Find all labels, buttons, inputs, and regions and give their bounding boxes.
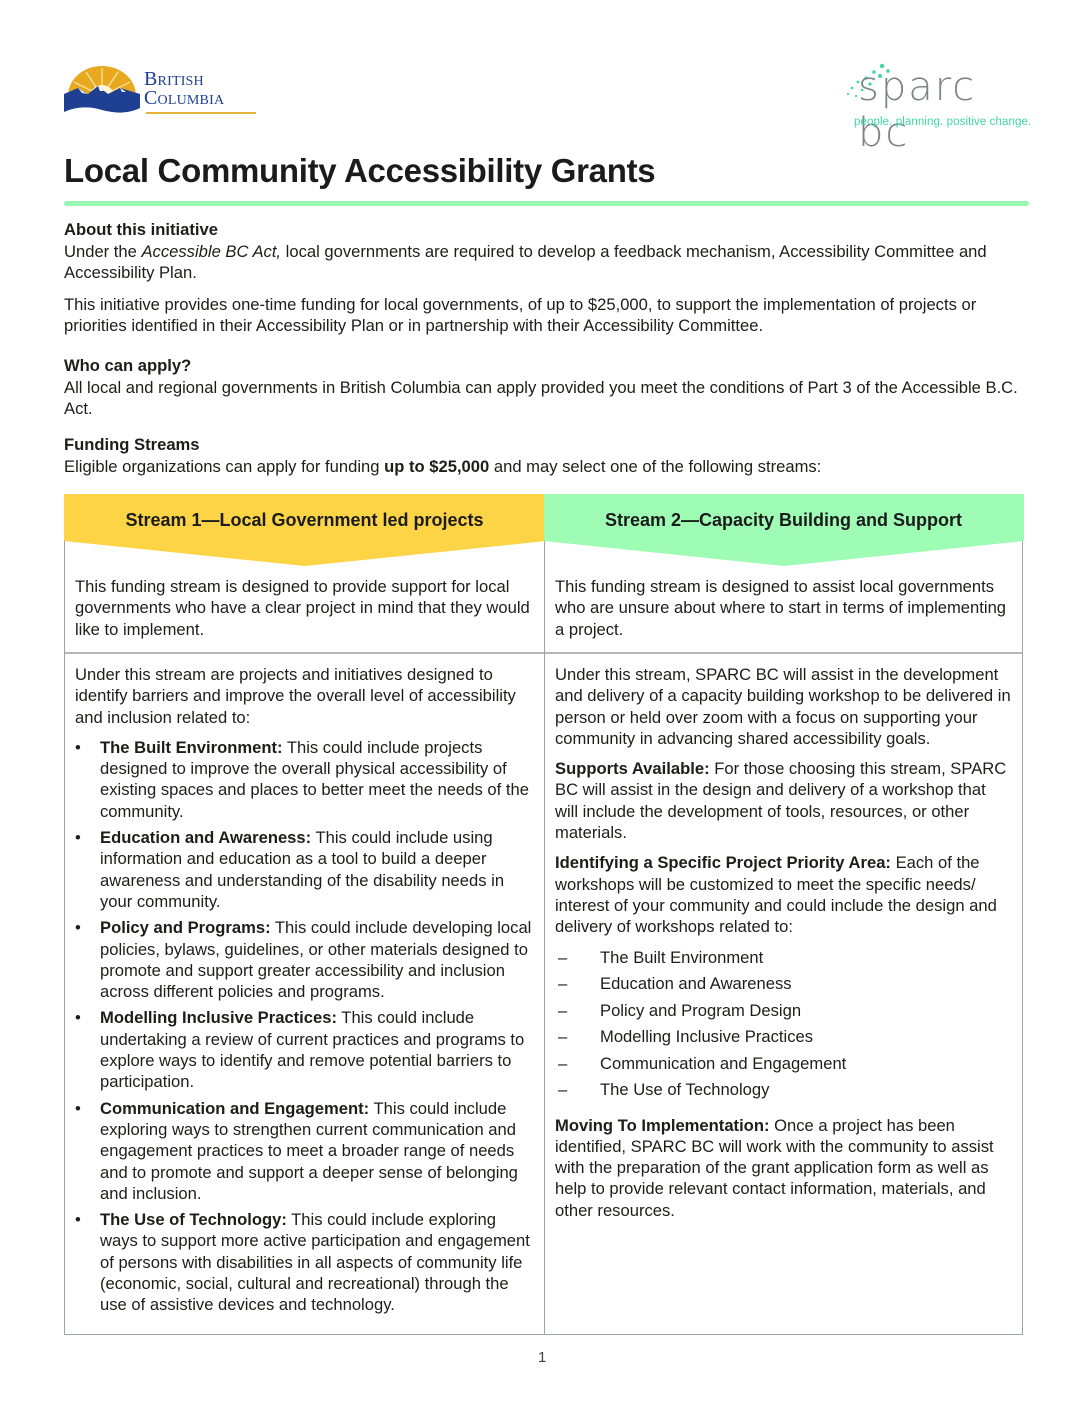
list-item-text: This could include using information and education as a tool to build a deeper awareness and understanding of the disability needs in your community. — [100, 828, 505, 911]
bullet-icon: • — [75, 1098, 81, 1118]
priority-text: Each of the workshops will be customized to meet the specific needs/ interest of your community and could include the design and delivery of workshops related to: — [555, 853, 997, 937]
stream1-bullet-list — [75, 737, 534, 1316]
about-section — [64, 219, 1029, 337]
stream2-implementation — [555, 1115, 1012, 1221]
stream1-column — [64, 494, 544, 1335]
list-item — [555, 947, 1012, 974]
list-item — [75, 827, 534, 912]
stream2-header: Stream 2—Capacity Building and Support — [604, 510, 963, 530]
list-item-text: This could include projects designed to improve the overall physical accessibility of existing spaces and places to better meet the needs of the community. — [100, 737, 529, 821]
list-item — [75, 1007, 534, 1092]
about-p1-text-rest: local governments are required to develop a feedback mechanism, Accessibility Committee and Accessibility Plan. — [64, 241, 987, 282]
dash-icon: – — [558, 1027, 568, 1047]
sparc-wordmark: sparc bc — [858, 64, 977, 156]
bc-logo — [64, 62, 264, 120]
list-item-term: Policy and Programs: — [100, 918, 271, 938]
bc-wordmark-line2: Columbia — [144, 87, 225, 109]
dash-icon: – — [558, 947, 568, 967]
list-item — [75, 1209, 534, 1315]
funding-section — [64, 434, 1029, 477]
page-title: Local Community Accessibility Grants — [64, 152, 656, 189]
list-item — [75, 917, 534, 1002]
stream2-supports — [555, 758, 1012, 843]
sparc-tagline: people. planning. positive change. — [854, 116, 1032, 128]
stream2-body — [555, 664, 1012, 1230]
list-item-text: Policy and Program Design — [600, 1000, 802, 1020]
stream1-intro: Under this stream are projects and initiatives designed to identify barriers and improve the overall level of accessibility and inclusion related to: — [75, 665, 516, 727]
list-item — [75, 1098, 534, 1204]
who-paragraph: All local and regional governments in British Columbia can apply provided you meet the conditions of Part 3 of the Accessible B.C. Act. — [64, 377, 1018, 418]
funding-paragraph — [64, 456, 1029, 478]
about-paragraph-2: This initiative provides one-time funding for local governments, of up to $25,000, to support the implementation of projects or priorities identified in their Accessibility Plan or in partnership with their Accessibility Committee. — [64, 294, 977, 335]
streams-table — [64, 494, 1023, 1335]
bullet-icon: • — [75, 1210, 81, 1230]
stream2-summary: This funding stream is designed to assist local governments who are unsure about where to start in terms of implementing a project. — [555, 577, 1007, 639]
list-item — [555, 1053, 1012, 1080]
list-item-term: Modelling Inclusive Practices: — [100, 1008, 337, 1028]
row-divider — [545, 652, 1022, 654]
list-item — [555, 1026, 1012, 1053]
supports-term: Supports Available: — [555, 759, 710, 779]
list-item-text: This could include developing local policies, bylaws, guidelines, or other materials designed to promote and support greater accessibility and inclusion across different policies and programs. — [100, 918, 532, 1002]
stream1-header-banner — [64, 494, 546, 568]
who-heading: Who can apply? — [64, 356, 192, 375]
act-name: Accessible BC Act, — [141, 241, 282, 261]
stream1-summary: This funding stream is designed to provide support for local governments who have a clear project in mind that they would like to implement. — [75, 577, 530, 639]
implementation-term: Moving To Implementation: — [555, 1115, 770, 1135]
who-section — [64, 355, 1029, 420]
bullet-icon: • — [75, 1008, 81, 1028]
list-item-text: Modelling Inclusive Practices — [600, 1027, 814, 1047]
bullet-icon: • — [75, 737, 81, 757]
list-item-text: Education and Awareness — [600, 974, 792, 994]
about-heading: About this initiative — [64, 220, 218, 239]
list-item-text: The Use of Technology — [600, 1080, 770, 1100]
sparc-bc-logo — [840, 58, 1032, 156]
page-number: 1 — [538, 1349, 547, 1366]
stream2-header-banner — [544, 494, 1024, 568]
implementation-text: Once a project has been identified, SPARC BC will work with the community to assist with the preparation of the grant application form as well as help to provide relevant contact information, materials, and other resources. — [555, 1115, 994, 1220]
stream2-intro: Under this stream, SPARC BC will assist in the development and delivery of a capacity building workshop to be delivered in person or held over zoom with a focus on supporting your community in advancing shared accessibility goals. — [555, 665, 1011, 748]
list-item-term: Education and Awareness: — [100, 828, 312, 848]
list-item — [555, 1079, 1012, 1106]
list-item — [75, 737, 534, 822]
bc-wordmark-line1: British — [144, 68, 204, 90]
bc-sun-mountain-icon — [64, 64, 140, 116]
list-item-term: The Built Environment: — [100, 737, 283, 757]
funding-amount: up to $25,000 — [384, 456, 490, 476]
list-item-text: Communication and Engagement — [600, 1053, 847, 1073]
stream1-header: Stream 1—Local Government led projects — [125, 510, 484, 530]
funding-text: Eligible organizations can apply for funding — [64, 456, 385, 476]
list-item-text: This could include undertaking a review of current practices and programs to explore ways to identify and remove potential barriers to participation. — [100, 1008, 525, 1092]
supports-text: For those choosing this stream, SPARC BC will assist in the design and delivery of a workshop that will include the development of tools, resources, or other materials. — [555, 759, 1007, 843]
list-item — [555, 1000, 1012, 1027]
dash-icon: – — [558, 1053, 568, 1073]
list-item-term: Communication and Engagement: — [100, 1098, 370, 1118]
dash-icon: – — [558, 1080, 568, 1100]
list-item-text: The Built Environment — [600, 947, 764, 967]
list-item — [555, 973, 1012, 1000]
row-divider — [65, 652, 544, 654]
about-p1-text: Under the — [64, 241, 142, 261]
bullet-icon: • — [75, 828, 81, 848]
bc-wordmark — [144, 70, 224, 108]
dash-icon: – — [558, 1000, 568, 1020]
stream2-column — [544, 494, 1023, 1335]
about-paragraph-1 — [64, 241, 1029, 284]
priority-area-list — [555, 947, 1012, 1106]
list-item-term: The Use of Technology: — [100, 1210, 287, 1230]
stream1-body — [75, 664, 534, 1321]
bc-logo-underline — [146, 112, 256, 114]
funding-heading: Funding Streams — [64, 435, 200, 454]
dash-icon: – — [558, 974, 568, 994]
list-item-text: This could include exploring ways to support more active participation and engagement of persons with disabilities in all aspects of community life (economic, social, cultural and recreational) through the use of assistive devices and technology. — [100, 1210, 530, 1315]
list-item-text: This could include exploring ways to strengthen current communication and engagement practices to meet a broader range of needs and to promote and support a deeper sense of belonging and inclusion. — [100, 1098, 518, 1203]
bullet-icon: • — [75, 918, 81, 938]
priority-term: Identifying a Specific Project Priority Area: — [555, 853, 891, 873]
title-divider — [64, 201, 1029, 206]
stream2-priority — [555, 852, 1012, 937]
funding-text-rest: and may select one of the following streams: — [489, 456, 822, 476]
